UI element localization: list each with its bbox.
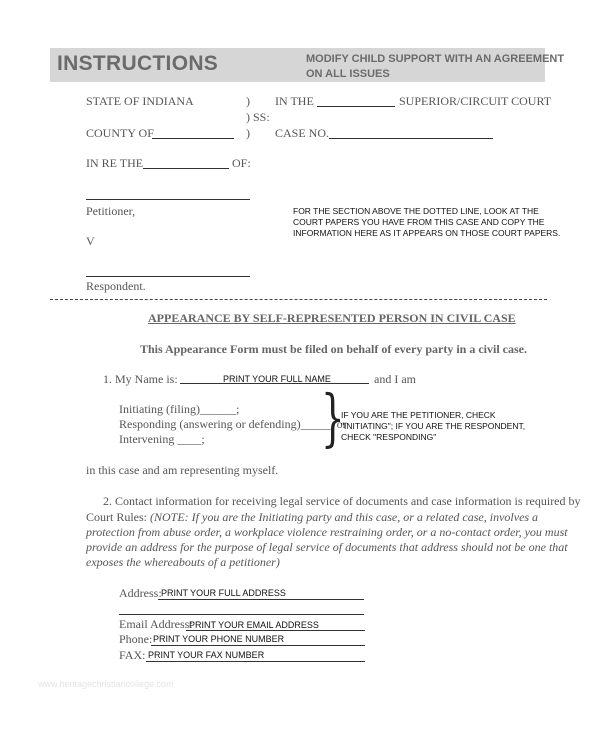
versus-label: V xyxy=(86,234,95,248)
form-title: APPEARANCE BY SELF-REPRESENTED PERSON IN CIVIL CASE xyxy=(148,311,516,325)
address-field-line2[interactable] xyxy=(119,614,364,615)
role-responding[interactable]: Responding (answering or defending)_____, or xyxy=(119,417,347,431)
case-no-label: CASE NO. xyxy=(275,126,330,140)
item2-line5: exposes the whereabouts of a petitioner) xyxy=(86,555,280,569)
in-re-field[interactable] xyxy=(143,168,229,169)
state-label: STATE OF INDIANA xyxy=(86,94,194,108)
ss-label: ) SS: xyxy=(246,110,270,124)
fax-hint: PRINT YOUR FAX NUMBER xyxy=(148,650,265,660)
respondent-label: Respondent. xyxy=(86,279,146,293)
in-the-label: IN THE xyxy=(275,94,314,108)
watermark: www.heritagechristiancollege.com xyxy=(38,679,174,689)
page-subtitle-line1: MODIFY CHILD SUPPORT WITH AN AGREEMENT xyxy=(306,53,565,65)
phone-hint: PRINT YOUR PHONE NUMBER xyxy=(153,634,285,644)
caption-note xyxy=(293,206,560,239)
address-label: Address: xyxy=(119,586,162,600)
petitioner-field[interactable] xyxy=(86,199,250,200)
item2-line1: 2. Contact information for receiving legal service of documents and case information is required by xyxy=(103,494,581,508)
item2-court-rules: Court Rules: xyxy=(86,510,148,524)
role-intervening[interactable]: Intervening ____; xyxy=(119,432,205,446)
dotted-divider xyxy=(50,299,547,300)
phone-field[interactable] xyxy=(151,645,365,646)
email-hint: PRINT YOUR EMAIL ADDRESS xyxy=(189,620,319,630)
email-label: Email Address: xyxy=(119,617,193,631)
page-title: INSTRUCTIONS xyxy=(57,52,219,75)
caption-paren-1: ) xyxy=(246,94,250,108)
respondent-field[interactable] xyxy=(86,276,250,277)
role-note xyxy=(341,410,525,443)
case-no-field[interactable] xyxy=(329,138,493,139)
page-subtitle xyxy=(306,52,564,82)
item2-line4: provide an address for the purpose of legal service of documents that address should not be one that xyxy=(86,540,568,554)
fax-label: FAX: xyxy=(119,648,146,662)
role-note-line3: CHECK "RESPONDING" xyxy=(341,432,437,442)
item2-line3: protection from abuse order, a workplace violence restraining order, or a no-contact order, you must xyxy=(86,525,568,539)
role-initiating[interactable]: Initiating (filing)______; xyxy=(119,402,240,416)
role-note-line1: IF YOU ARE THE PETITIONER, CHECK xyxy=(341,410,496,420)
item1-label: 1. My Name is: xyxy=(103,372,178,386)
caption-note-line2: COURT PAPERS YOU HAVE FROM THIS CASE AND COPY THE xyxy=(293,217,545,227)
curly-brace-icon: } xyxy=(321,381,345,454)
county-label: COUNTY OF xyxy=(86,126,154,140)
page-subtitle-line2: ON ALL ISSUES xyxy=(306,68,390,80)
phone-label: Phone: xyxy=(119,632,153,646)
item2-line2 xyxy=(86,510,538,525)
representing-text: in this case and am representing myself. xyxy=(86,463,279,477)
email-field[interactable] xyxy=(186,630,365,631)
item1-after: and I am xyxy=(374,372,416,386)
of-label: OF: xyxy=(232,156,251,170)
court-label: SUPERIOR/CIRCUIT COURT xyxy=(399,94,552,108)
caption-note-line1: FOR THE SECTION ABOVE THE DOTTED LINE, LOOK AT THE xyxy=(293,206,539,216)
caption-note-line3: INFORMATION HERE AS IT APPEARS ON THOSE COURT PAPERS. xyxy=(293,228,561,238)
form-subtitle: This Appearance Form must be filed on behalf of every party in a civil case. xyxy=(140,342,527,356)
address-hint: PRINT YOUR FULL ADDRESS xyxy=(161,588,286,598)
petitioner-label: Petitioner, xyxy=(86,204,136,218)
in-re-label: IN RE THE xyxy=(86,156,144,170)
item2-note-start: (NOTE: If you are the Initiating party and this case, or a related case, involves a xyxy=(150,510,539,524)
county-field[interactable] xyxy=(152,138,234,139)
caption-paren-2: ) xyxy=(246,126,250,140)
address-field[interactable] xyxy=(158,599,364,600)
court-name-field[interactable] xyxy=(317,106,395,107)
full-name-hint: PRINT YOUR FULL NAME xyxy=(223,374,331,384)
fax-field[interactable] xyxy=(146,661,365,662)
role-note-line2: "INITIATING"; IF YOU ARE THE RESPONDENT, xyxy=(341,421,526,431)
